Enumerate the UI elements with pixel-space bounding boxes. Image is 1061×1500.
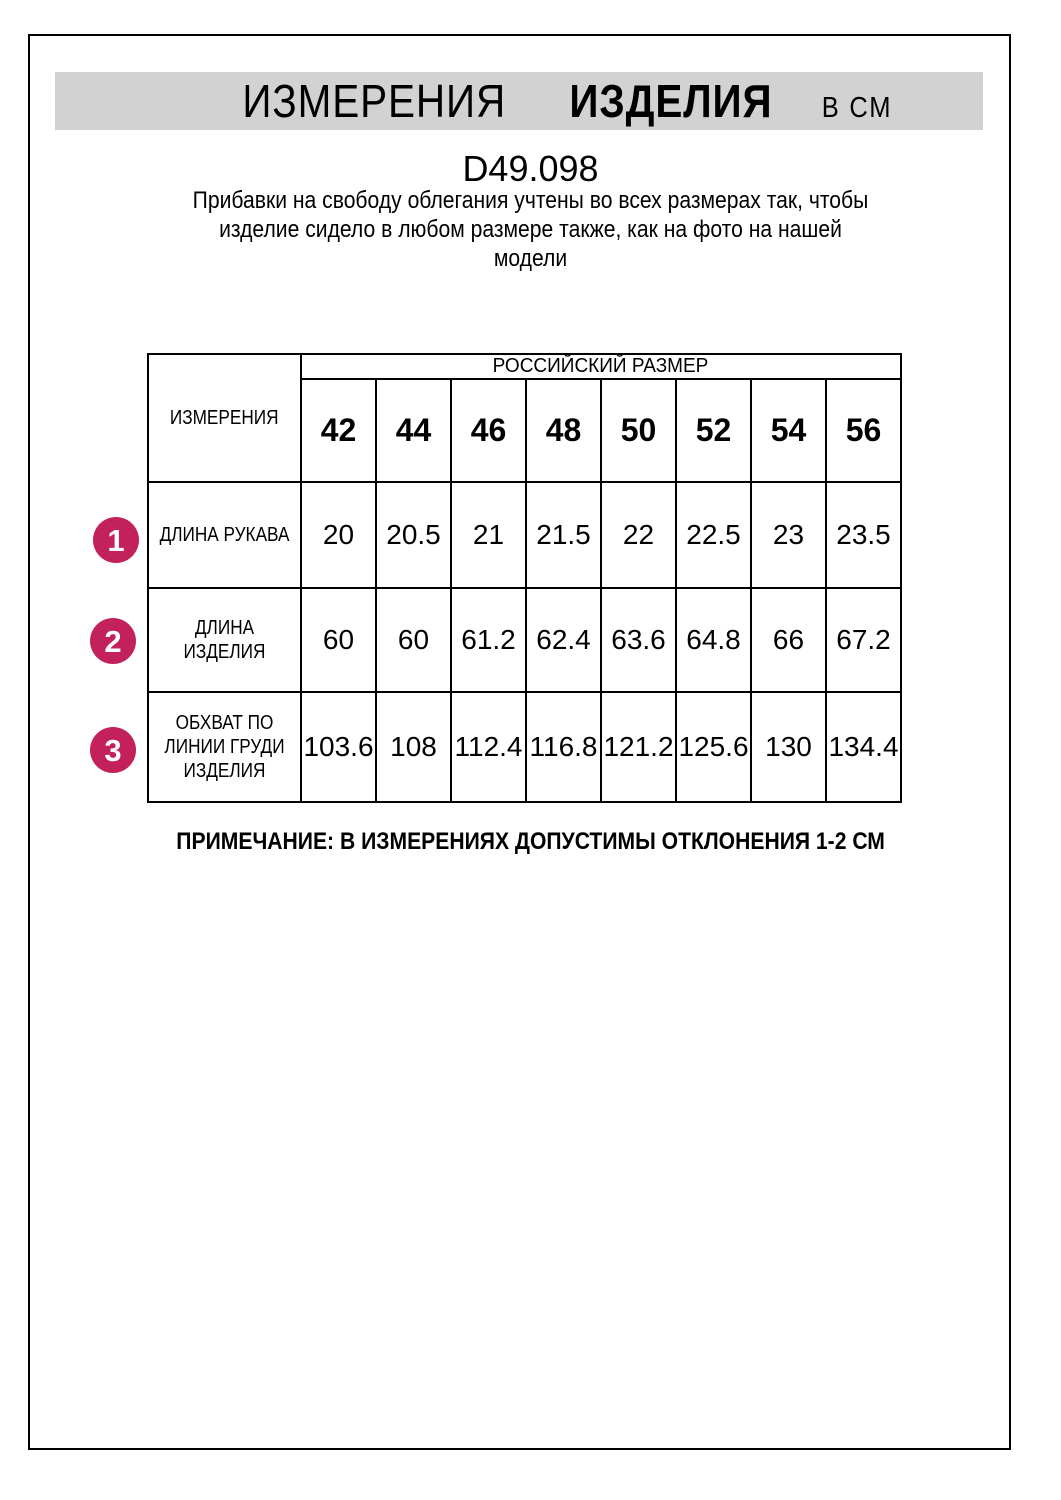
measurement-label: ОБХВАТ ПО ЛИНИИ ГРУДИ ИЗДЕЛИЯ	[148, 692, 301, 802]
measurement-label: ДЛИНА ИЗДЕЛИЯ	[148, 588, 301, 692]
size-header-cell: 48	[526, 379, 601, 482]
measurement-value: 20.5	[376, 482, 451, 588]
measurement-value: 23.5	[826, 482, 901, 588]
measurement-value: 21.5	[526, 482, 601, 588]
measurement-value: 61.2	[451, 588, 526, 692]
badge-number: 2	[104, 623, 122, 659]
row-badge-3	[90, 727, 136, 773]
measurement-value: 130	[751, 692, 826, 802]
header-bar	[55, 72, 983, 130]
size-header-cell: 46	[451, 379, 526, 482]
row-badge-1	[93, 517, 139, 563]
tolerance-note: ПРИМЕЧАНИЕ: В ИЗМЕРЕНИЯХ ДОПУСТИМЫ ОТКЛОНЕНИЯ 1-2 СМ	[176, 828, 885, 855]
description-line: модели	[493, 245, 568, 272]
measurement-value: 62.4	[526, 588, 601, 692]
measurement-row-chest-girth	[148, 692, 901, 802]
badge-number: 3	[104, 732, 122, 768]
measurement-value: 22	[601, 482, 676, 588]
description-line: Прибавки на свободу облегания учтены во всех размерах так, чтобы	[192, 187, 869, 214]
measurement-value: 121.2	[601, 692, 676, 802]
measurement-value: 60	[376, 588, 451, 692]
measurement-value: 63.6	[601, 588, 676, 692]
size-header-cell: 44	[376, 379, 451, 482]
product-code: D49.098	[462, 148, 599, 189]
measurement-value: 20	[301, 482, 376, 588]
measurement-value: 23	[751, 482, 826, 588]
measurement-value: 66	[751, 588, 826, 692]
measurement-row-sleeve-length	[148, 482, 901, 588]
measurement-row-item-length	[148, 588, 901, 692]
product-description	[0, 186, 1061, 273]
size-header-cell: 52	[676, 379, 751, 482]
measurement-value: 116.8	[526, 692, 601, 802]
header-title-measurements: ИЗМЕРЕНИЯ	[241, 75, 506, 127]
description-line: изделие сидело в любом размере также, как на фото на нашей	[219, 216, 842, 243]
header-title	[242, 74, 892, 128]
measurement-value: 125.6	[676, 692, 751, 802]
measurement-value: 64.8	[676, 588, 751, 692]
measurement-value: 103.6	[301, 692, 376, 802]
row-badge-2	[90, 618, 136, 664]
size-table	[147, 353, 902, 803]
measurement-label: ДЛИНА РУКАВА	[148, 482, 301, 588]
measurements-column-header: ИЗМЕРЕНИЯ	[148, 354, 301, 482]
measurement-value: 134.4	[826, 692, 901, 802]
measurement-value: 67.2	[826, 588, 901, 692]
header-title-product: ИЗДЕЛИЯ	[569, 75, 773, 127]
badge-number: 1	[107, 522, 125, 558]
header-unit-label: В СМ	[821, 92, 892, 124]
size-header-cell: 42	[301, 379, 376, 482]
measurement-value: 60	[301, 588, 376, 692]
size-header-cell: 56	[826, 379, 901, 482]
measurement-value: 112.4	[451, 692, 526, 802]
measurement-value: 21	[451, 482, 526, 588]
size-header-cell: 50	[601, 379, 676, 482]
measurement-value: 22.5	[676, 482, 751, 588]
measurement-value: 108	[376, 692, 451, 802]
size-group-header: РОССИЙСКИЙ РАЗМЕР	[301, 354, 901, 379]
size-group-row	[148, 354, 901, 379]
size-header-cell: 54	[751, 379, 826, 482]
